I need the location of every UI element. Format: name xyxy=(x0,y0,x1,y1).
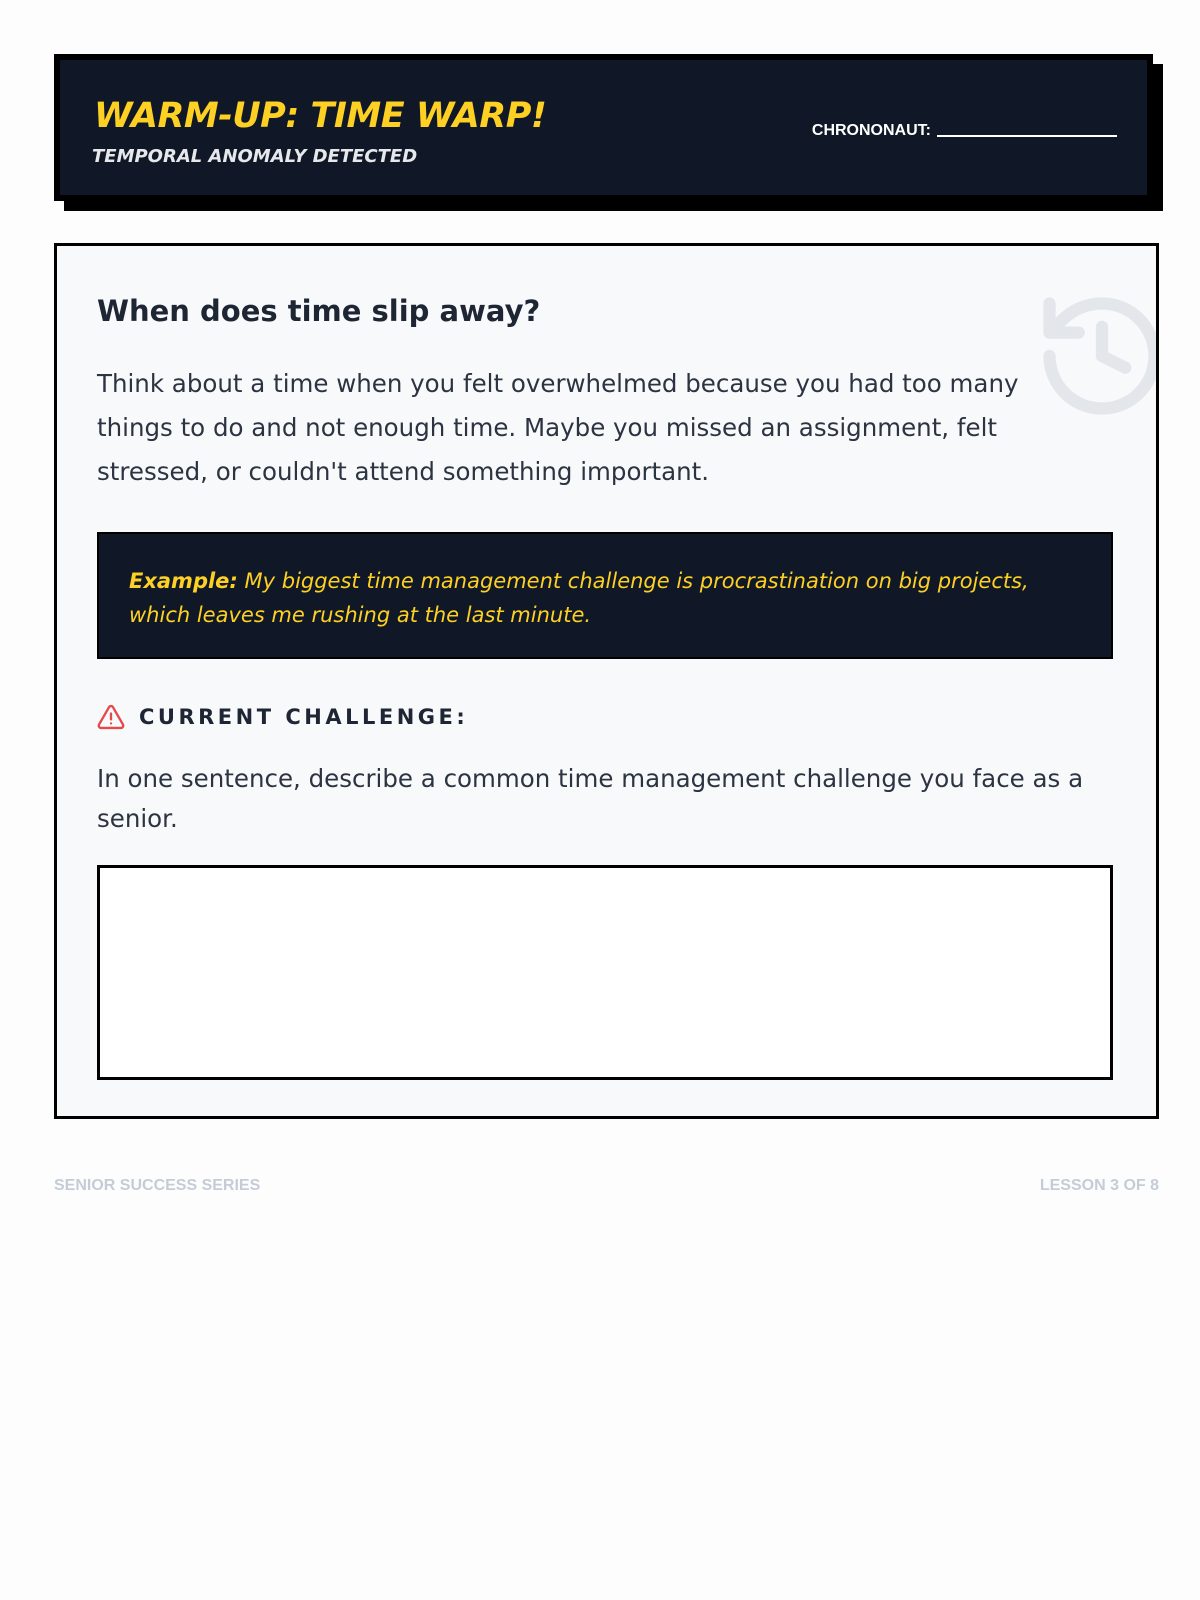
example-callout xyxy=(97,532,1113,659)
footer-series: SENIOR SUCCESS SERIES xyxy=(54,1177,261,1194)
section-body: Think about a time when you felt overwhelmed because you had too many things to do and not enough time. Maybe you missed an assignment, felt stressed, or couldn't attend something important. xyxy=(97,369,1019,486)
challenge-prompt: In one sentence, describe a common time management challenge you face as a senior. xyxy=(97,764,1084,833)
challenge-answer-field[interactable] xyxy=(97,865,1113,1080)
example-text: My biggest time management challenge is procrastination on big projects, which leaves me rushing at the last minute. xyxy=(129,569,1029,627)
name-field xyxy=(812,122,1117,140)
name-label: CHRONONAUT: xyxy=(811,122,931,139)
section-heading: When does time slip away? xyxy=(97,294,541,328)
warning-triangle-icon xyxy=(97,704,125,730)
page-subtitle: TEMPORAL ANOMALY DETECTED xyxy=(92,146,418,167)
challenge-label: CURRENT CHALLENGE: xyxy=(139,705,469,729)
example-label: Example: xyxy=(129,569,238,593)
challenge-label-row xyxy=(97,704,468,730)
warm-up-card xyxy=(54,243,1159,1119)
worksheet-header xyxy=(54,54,1153,201)
footer-lesson: LESSON 3 OF 8 xyxy=(1039,1177,1159,1194)
name-blank-line[interactable] xyxy=(937,135,1117,137)
page-title: WARM-UP: TIME WARP! xyxy=(94,96,547,136)
